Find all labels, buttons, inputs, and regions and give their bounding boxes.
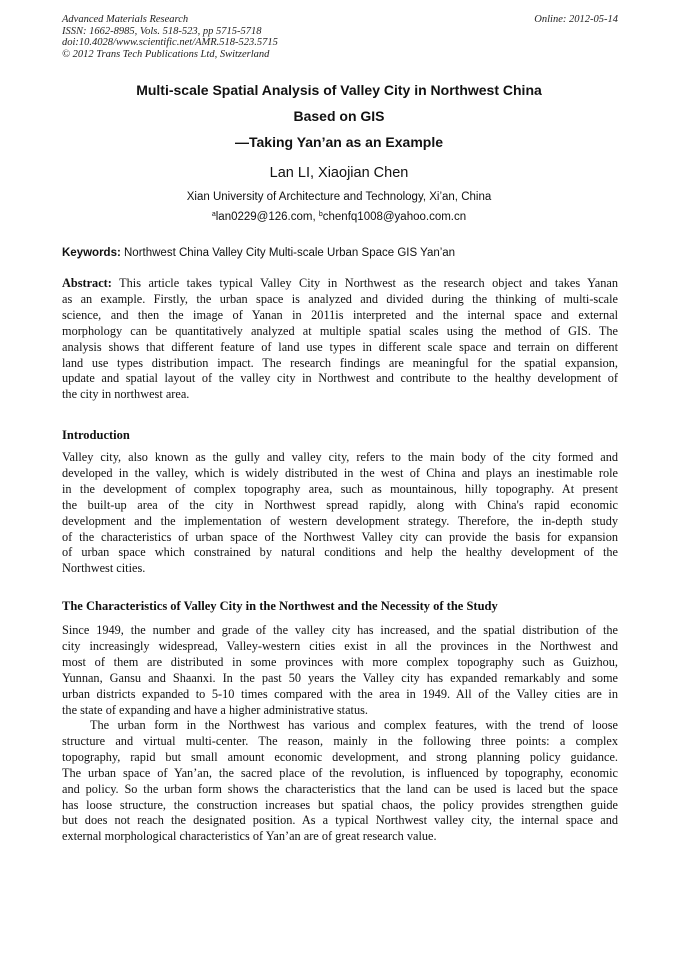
author-emails <box>62 211 616 223</box>
journal-issn[interactable]: ISSN: 1662-8985, Vols. 518-523, pp 5715-5718 <box>62 25 262 37</box>
keywords-text: Northwest China Valley City Multi-scale Urban Space GIS Yan’an <box>120 247 456 259</box>
keywords <box>62 247 618 259</box>
paragraph-line: has loose structure, the construction increases but spatial chaos, the policy provides strengthen guide <box>62 797 618 812</box>
abstract-line: morphology can be quantitatively analyzed at multiple spatial scales using the method of GIS. The <box>62 323 618 338</box>
section-heading-characteristics: The Characteristics of Valley City in the Northwest and the Necessity of the Study <box>62 599 498 613</box>
characteristics-paragraph-1 <box>62 623 618 718</box>
title-line-3: —Taking Yan’an as an Example <box>234 134 443 150</box>
paragraph-line: of urban space which constrained by natural conditions and help the healthy development of the <box>62 545 618 560</box>
abstract-line: as an example. Firstly, the urban space is analyzed and divided during the thinking of multi-scale <box>62 291 618 306</box>
paragraph-line: topography, rapid but small amount economic development, and strong planning policy guidance. <box>62 749 618 764</box>
keywords-label: Keywords: <box>62 247 121 259</box>
author-list: Lan LI, Xiaojian Chen <box>269 165 409 181</box>
paragraph-line: most of them are distributed in some provinces with more complex topography such as Guizhou, <box>62 654 618 669</box>
abstract-line: land use types distribution impact. The research findings are meaningful for the spatial expansion, <box>62 355 618 370</box>
paragraph-line: The urban space of Yan’an, the sacred place of the revolution, is influenced by topography, economic <box>62 765 618 780</box>
paragraph-line: and policy. So the urban form shows the characteristics that the land can be used is laced but the space <box>62 781 618 796</box>
paragraph-line: structure and virtual multi-center. The reason, mainly in the following three points: a complex <box>62 733 618 748</box>
paragraph-line: Valley city, also known as the gully and valley city, refers to the main body of the city formed and <box>62 450 618 464</box>
paragraph-line: the built-up area of the city in Northwest spread rapidly, along with China's rapid economic <box>62 497 618 512</box>
paragraph-line: Since 1949, the number and grade of the valley city has increased, and the spatial distribution of the <box>62 623 618 637</box>
paragraph-line: Northwest cities. <box>62 561 146 576</box>
paragraph-line: Yunnan, Gansu and Shaanxi. In the past 50 years the Valley city has expanded remarkably and some <box>62 670 618 685</box>
affiliation: Xian University of Architecture and Technology, Xi’an, China <box>186 191 492 203</box>
abstract-line: analysis shows that different feature of land use types in different scale space and terrain on different <box>62 339 618 354</box>
paragraph-line: the state of expanding and have a higher administrative status. <box>62 702 368 717</box>
title-line-2: Based on GIS <box>293 108 385 124</box>
email-b-marker: b <box>318 211 323 218</box>
abstract-label: Abstract: <box>62 276 112 290</box>
section-heading-introduction: Introduction <box>62 428 130 442</box>
abstract-line: science, and then the image of Yanan in 2011is interpreted and the internal space and external <box>62 307 618 322</box>
paragraph-line: developed in the valley, which is widely distributed in the west of China and plays an inestimable role <box>62 465 618 480</box>
email-a[interactable]: lan0229@126.com, <box>215 211 319 223</box>
email-b[interactable]: chenfq1008@yahoo.com.cn <box>322 211 467 223</box>
paragraph-line: The urban form in the Northwest has various and complex features, with the trend of loose <box>90 718 618 732</box>
abstract-line: update and spatial layout of the valley city in Northwest and contribute to the healthy development of <box>62 371 618 386</box>
abstract-line: Abstract: This article takes typical Valley City in Northwest as the research object and takes Yanan <box>62 276 618 290</box>
journal-copyright: © 2012 Trans Tech Publications Ltd, Switzerland <box>62 48 270 60</box>
paragraph-line: but does not reach the designated position. As a typical Northwest valley city, the internal space and <box>62 813 618 828</box>
paragraph-line: external morphological characteristics of Yan’an are of great research value. <box>62 829 437 844</box>
abstract-line: the city in northwest area. <box>62 387 190 402</box>
abstract <box>62 276 618 403</box>
paragraph-line: city increasingly widespread, Valley-western cities exist in all the provinces in the Northwest and <box>62 638 618 653</box>
journal-doi[interactable]: doi:10.4028/www.scientific.net/AMR.518-523.5715 <box>62 37 278 49</box>
online-date: Online: 2012-05-14 <box>534 14 618 25</box>
title-line-1: Multi-scale Spatial Analysis of Valley City in Northwest China <box>136 82 542 98</box>
introduction-paragraph <box>62 450 618 577</box>
paragraph-line: in the development of complex topography area, such as mountainous, hilly topography. At present <box>62 481 618 496</box>
paragraph-line: development and the implementation of western development strategy. Therefore, the in-depth study <box>62 513 618 528</box>
paragraph-line: of the characteristics of urban space of the Northwest Valley city can provide the basis for expansion <box>62 529 618 544</box>
journal-info <box>62 14 278 60</box>
characteristics-paragraph-2 <box>62 718 618 845</box>
paragraph-line: urban districts expanded to 5-10 times compared with the area in 1949. All of the Valley cities are in <box>62 686 618 701</box>
journal-name: Advanced Materials Research <box>62 14 189 25</box>
email-a-marker: a <box>211 211 216 218</box>
